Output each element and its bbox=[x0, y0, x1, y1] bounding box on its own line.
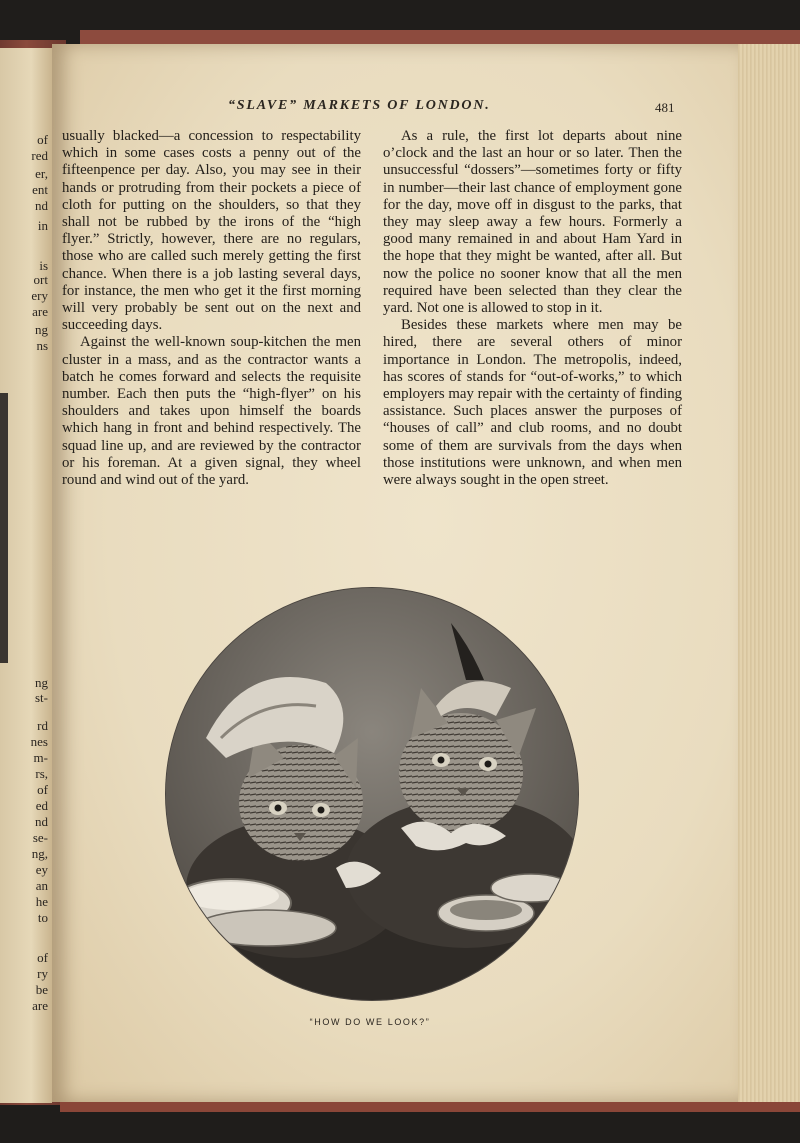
facing-page-fragment: ry bbox=[37, 966, 48, 981]
page-number: 481 bbox=[655, 100, 675, 115]
facing-page-fragment: are bbox=[32, 304, 48, 319]
facing-page-fragment: rs, bbox=[35, 766, 48, 781]
facing-page-fragment: to bbox=[37, 910, 48, 925]
facing-page-fragment: red bbox=[31, 148, 48, 163]
cats-illustration bbox=[166, 588, 578, 1000]
facing-page-fragment: er, bbox=[35, 166, 48, 181]
paragraph: Against the well-known soup-kitchen the men cluster in a mass, and as the contractor wants a batch he comes forward and selects the requisite number. Each then puts the “high-flyer” on his shoulders and takes upon himself the boards which hang in front and behind respectively. The squad line up, and are reviewed by the contractor or his foreman. At a given signal, they wheel round and wind out of the yard. bbox=[62, 334, 361, 489]
paragraph: usually blacked—a concession to respectability which in some cases costs a penny out of the fifteenpence per day. Also, you may see in their hands or protruding from their pockets a piece of cloth for putting on the shoulders, so that they shall not be rubbed by the irons of the “high flyer.” Strictly, however, there are no regulars, those who are called such merely getting the first chance. When there is a job lasting several days, for instance, the men who get it the first morning will very probably be sent out on the next and succeeding days. bbox=[62, 128, 361, 334]
facing-page-fragment: ng, bbox=[31, 846, 48, 861]
facing-page-fragment: of bbox=[37, 782, 48, 797]
running-head: “SLAVE” MARKETS OF LONDON. bbox=[228, 98, 491, 113]
facing-page-fragment: ng bbox=[35, 322, 48, 337]
facing-page-fragment: nd bbox=[35, 198, 48, 213]
facing-page-image-strip bbox=[0, 393, 8, 663]
facing-page-fragment: is bbox=[39, 258, 48, 273]
facing-page-fragment: an bbox=[35, 878, 48, 893]
facing-page-fragment: ng bbox=[35, 675, 48, 690]
left-column bbox=[62, 128, 361, 489]
facing-page-fragment: ed bbox=[35, 798, 48, 813]
paragraph: Besides these markets where men may be hired, there are several others of minor importance in London. The metropolis, indeed, has scores of stands for “out-of-works,” to which employers may repair with the certainty of finding assistance. Such places answer the purposes of “houses of call” and club rooms, and no doubt some of them are survivals from the days when those institutions were unknown, and when men were always sought in the open street. bbox=[383, 317, 682, 489]
facing-page-fragment: in bbox=[37, 218, 48, 233]
paragraph: As a rule, the first lot departs about nine o’clock and the last an hour or so later. Then the unsuccessful “dossers”—sometimes forty or fifty in number—their last chance of employment gone for the day, move off in disgust to the parks, that they may sleep away a few hours. Formerly a good many remained in and about Ham Yard in the hope that they might be wanted, after all. But now the police no sooner know that all the men required have been selected than they clear the yard. Not one is allowed to stop in it. bbox=[383, 128, 682, 317]
facing-page-fragment: nes bbox=[30, 734, 48, 749]
cats-photo bbox=[166, 588, 578, 1000]
facing-page-fragment: nd bbox=[35, 814, 48, 829]
page-edges bbox=[736, 44, 800, 1102]
facing-page-fragment: ery bbox=[31, 288, 48, 303]
facing-page-fragment: he bbox=[35, 894, 48, 909]
facing-page-fragment: st- bbox=[35, 690, 48, 705]
facing-page-fragment: ns bbox=[36, 338, 48, 353]
facing-page-fragment: ort bbox=[33, 272, 48, 287]
facing-page-fragment: se- bbox=[32, 830, 48, 845]
facing-page-fragment: of bbox=[37, 132, 48, 147]
facing-page-fragment: are bbox=[32, 998, 48, 1013]
facing-page-edge bbox=[0, 48, 52, 1103]
facing-page-fragment: ent bbox=[32, 182, 48, 197]
facing-page-fragment: m- bbox=[33, 750, 48, 765]
illustration-caption: “HOW DO WE LOOK?” bbox=[309, 1017, 431, 1027]
facing-page-fragment: of bbox=[37, 950, 48, 965]
facing-page-fragment: be bbox=[35, 982, 48, 997]
facing-page-fragment: ey bbox=[35, 862, 48, 877]
right-column bbox=[383, 128, 682, 489]
facing-page-fragment: rd bbox=[37, 718, 48, 733]
